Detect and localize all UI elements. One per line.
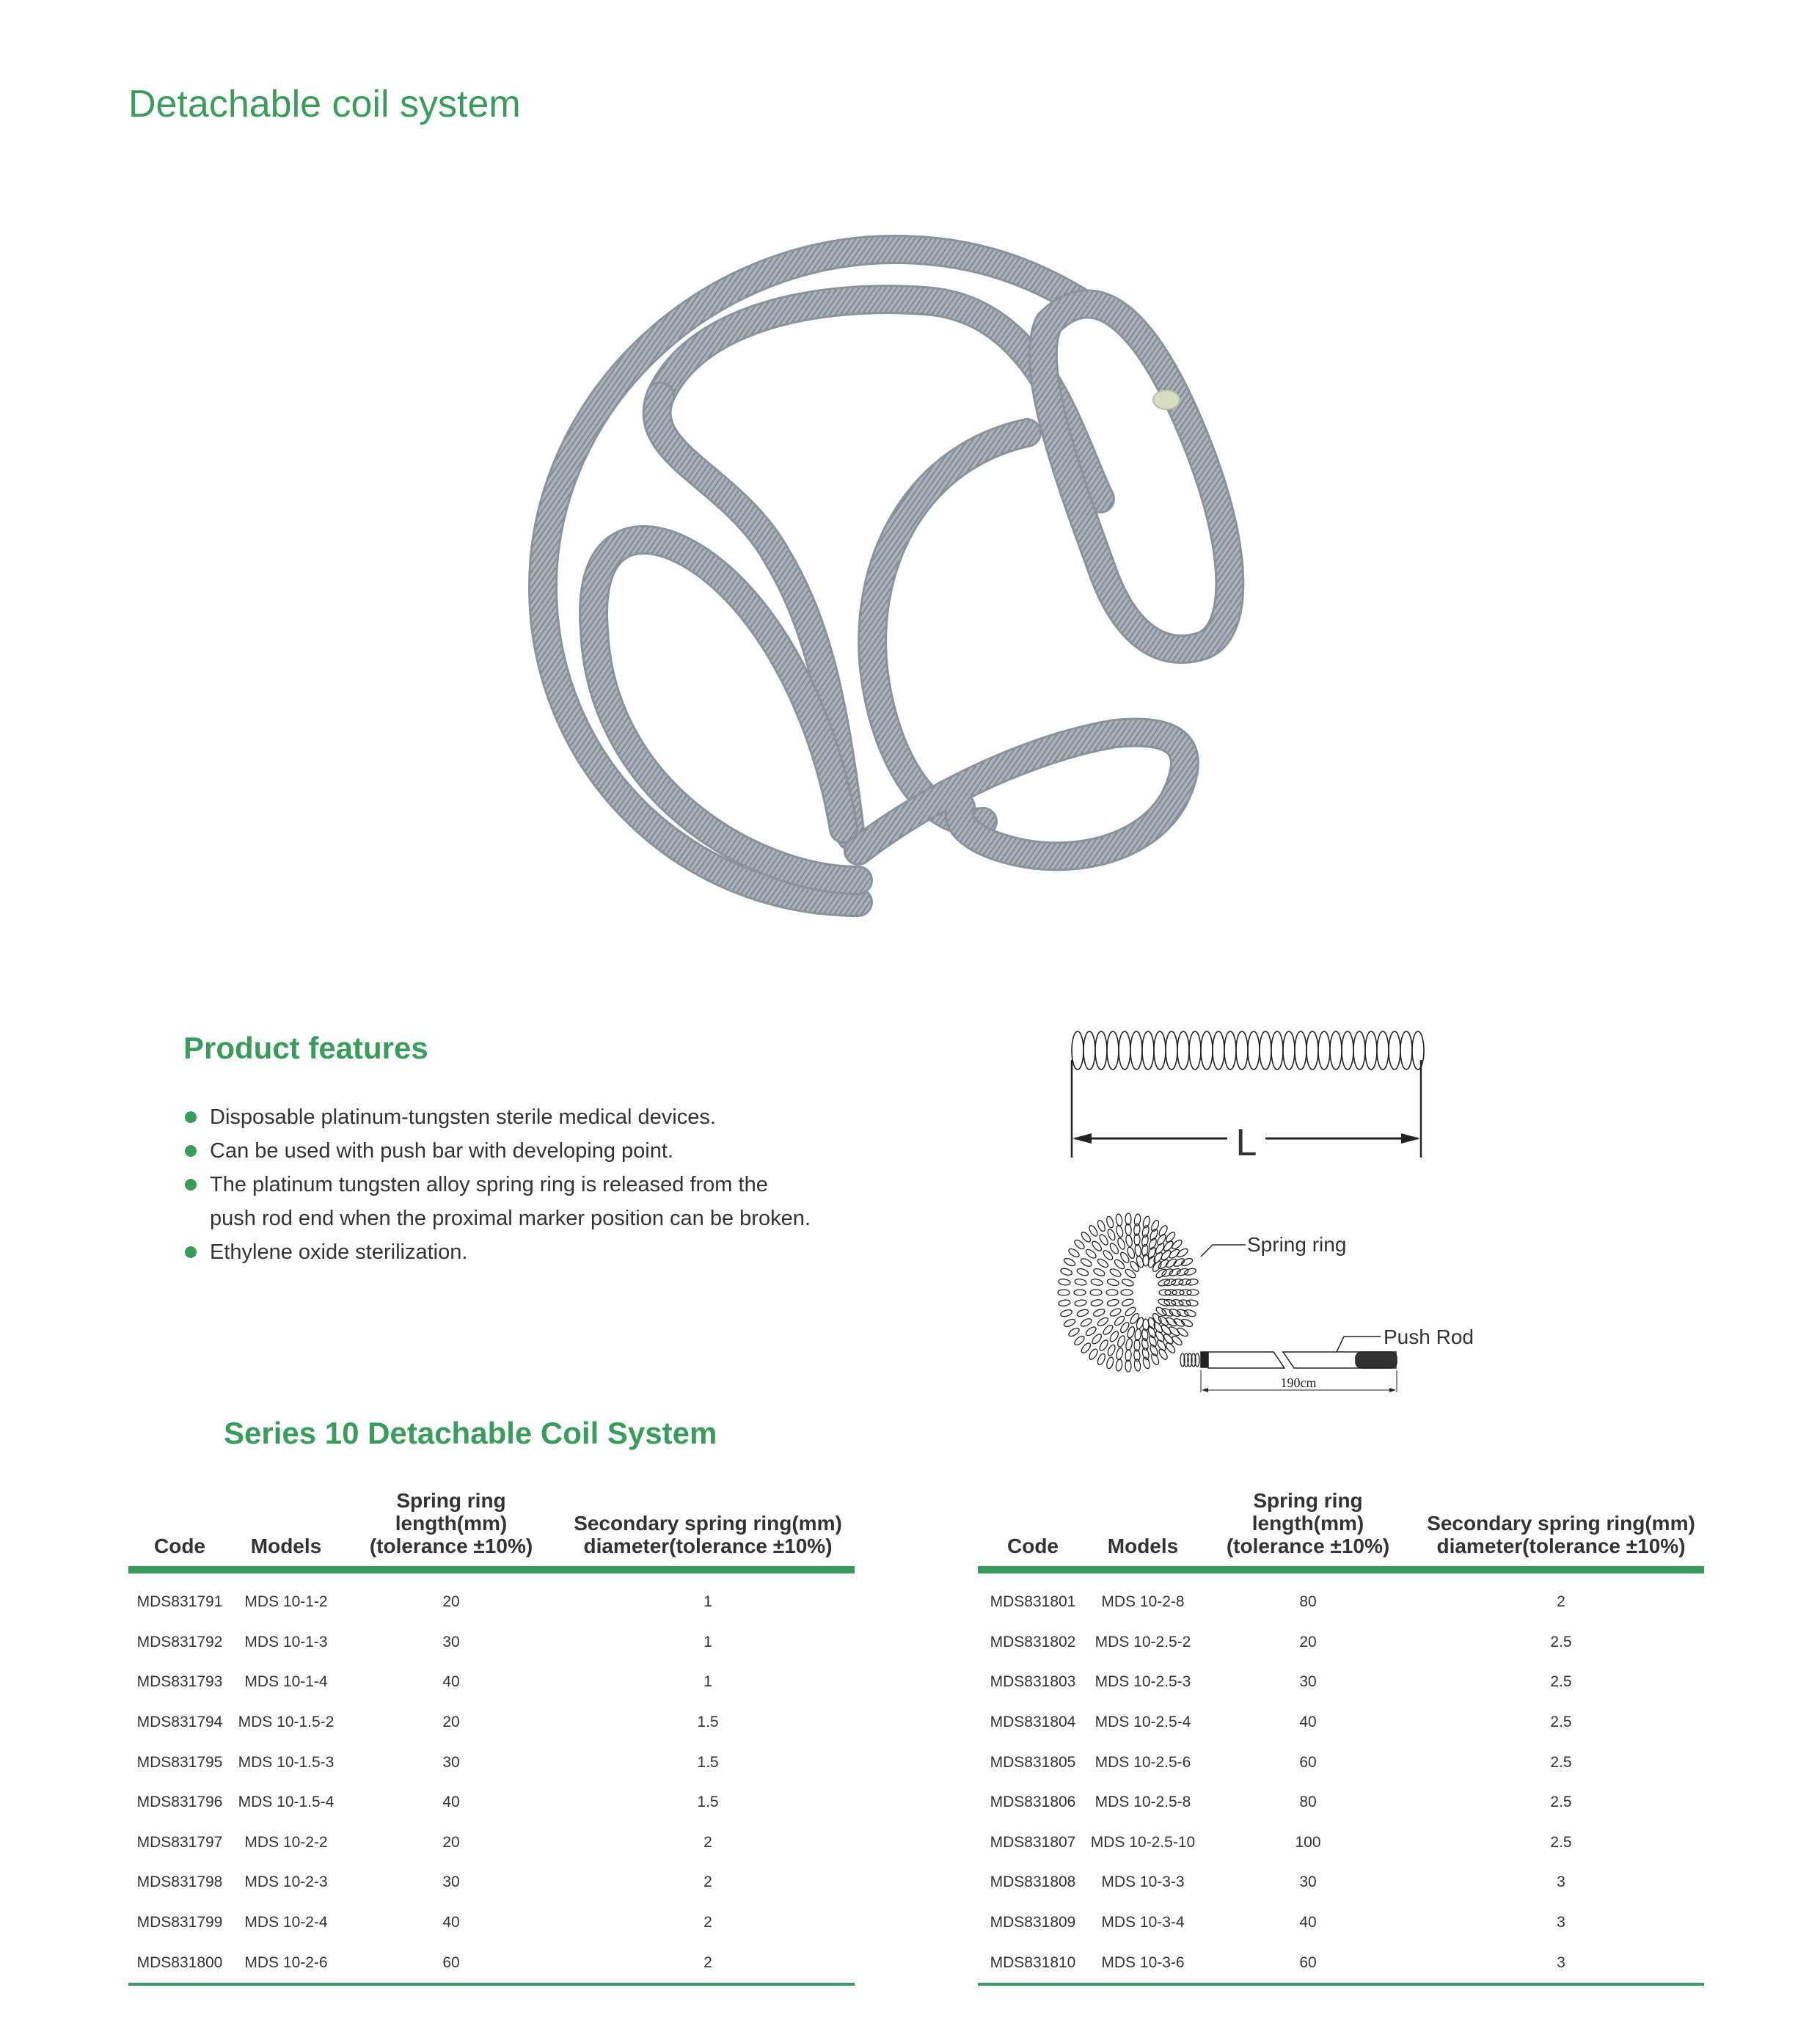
cell-code: MDS831799 xyxy=(136,1914,223,1931)
table-row xyxy=(128,1662,855,1703)
cell-length: 30 xyxy=(442,1633,460,1650)
cell-model: MDS 10-2-2 xyxy=(244,1833,328,1851)
spring-ring-loop xyxy=(1109,1268,1122,1279)
feature-item xyxy=(183,1168,844,1202)
spring-ring-loop xyxy=(1124,1268,1137,1279)
spring-ring-loop xyxy=(1155,1306,1168,1317)
spring-ring-loop xyxy=(1092,1308,1105,1318)
bullet-dot-icon xyxy=(185,1179,197,1191)
cell-diameter: 3 xyxy=(1557,1873,1565,1891)
spring-ring-loop xyxy=(1060,1309,1073,1317)
arrowhead-right-icon xyxy=(1389,1388,1396,1392)
cell-diameter: 3 xyxy=(1557,1914,1565,1931)
cell-diameter: 1 xyxy=(703,1593,712,1611)
cell-length: 40 xyxy=(1299,1714,1317,1731)
cell-diameter: 1.5 xyxy=(697,1794,719,1811)
spring-ring-loop xyxy=(1067,1326,1081,1337)
cell-length: 80 xyxy=(1299,1794,1317,1811)
cell-model: MDS 10-3-3 xyxy=(1101,1873,1185,1891)
col-header-diameter xyxy=(1418,1489,1704,1570)
col-header-diameter-line2: diameter(tolerance ±10%) xyxy=(1436,1535,1686,1557)
cell-code: MDS831794 xyxy=(136,1714,223,1731)
spring-ring-loop xyxy=(1121,1298,1134,1307)
spring-loop xyxy=(1166,1031,1177,1070)
table-row xyxy=(978,1823,1704,1863)
spring-loop xyxy=(1353,1031,1365,1070)
cell-diameter: 2 xyxy=(703,1833,712,1851)
spring-ring-loop xyxy=(1058,1279,1070,1286)
spring-ring-loop xyxy=(1090,1290,1102,1295)
spring-loop xyxy=(1213,1031,1224,1070)
cell-code: MDS831809 xyxy=(990,1914,1076,1931)
spring-pushrod-diagram xyxy=(1056,1203,1687,1394)
spring-ring-loop xyxy=(1113,1315,1125,1327)
spring-ring-loop xyxy=(1074,1299,1086,1307)
spring-ring-loop xyxy=(1143,1254,1149,1266)
spring-ring-loop xyxy=(1073,1238,1086,1251)
cell-diameter: 2 xyxy=(703,1873,712,1891)
spring-ring-loop xyxy=(1080,1317,1093,1328)
spring-ring-loop xyxy=(1149,1228,1159,1241)
push-rod xyxy=(1201,1352,1397,1368)
spring-loop xyxy=(1271,1031,1283,1070)
cell-length: 40 xyxy=(442,1673,460,1691)
cell-model: MDS 10-2.5-2 xyxy=(1094,1633,1191,1650)
spring-ring-loop xyxy=(1080,1231,1092,1243)
table-row xyxy=(978,1703,1704,1743)
spring-ring-loop xyxy=(1060,1268,1073,1276)
spring-loop xyxy=(1342,1031,1353,1070)
table-bottom-rule xyxy=(128,1983,855,1986)
cell-length: 20 xyxy=(1299,1633,1317,1650)
spring-ring-loop xyxy=(1063,1257,1076,1268)
spring-ring-loop xyxy=(1097,1257,1110,1269)
table-bottom-rule xyxy=(978,1983,1704,1986)
feature-text: The platinum tungsten alloy spring ring is released from the xyxy=(210,1173,768,1196)
cell-code: MDS831802 xyxy=(990,1633,1076,1650)
push-rod-leader-line xyxy=(1337,1337,1381,1352)
col-header-length xyxy=(341,1489,561,1570)
col-header-length-line2: (tolerance ±10%) xyxy=(369,1535,533,1557)
cell-code: MDS831801 xyxy=(990,1593,1076,1611)
bullet-dot-icon xyxy=(185,1246,197,1258)
cell-diameter: 2.5 xyxy=(1550,1833,1572,1851)
cell-length: 100 xyxy=(1295,1833,1321,1851)
spring-ring-loop xyxy=(1097,1316,1110,1328)
spring-loop xyxy=(1236,1031,1248,1070)
cell-model: MDS 10-1.5-4 xyxy=(238,1794,335,1811)
cell-diameter: 1.5 xyxy=(697,1753,719,1771)
spring-ring-loop xyxy=(1168,1326,1181,1337)
col-header-diameter-line2: diameter(tolerance ±10%) xyxy=(583,1535,833,1557)
spring-loop xyxy=(1189,1031,1201,1070)
table-row xyxy=(128,1942,855,1983)
feature-item xyxy=(183,1134,844,1168)
spring-ring-loop xyxy=(1058,1290,1070,1295)
spring-ring-loop xyxy=(1106,1278,1119,1287)
cell-diameter: 2.5 xyxy=(1550,1753,1572,1771)
col-header-diameter xyxy=(561,1489,855,1570)
table-row xyxy=(978,1903,1704,1943)
cell-model: MDS 10-1-3 xyxy=(244,1633,328,1650)
spring-ring-loop xyxy=(1150,1353,1161,1366)
cell-diameter: 2 xyxy=(1557,1593,1565,1611)
spring-ring-coil xyxy=(1058,1213,1199,1372)
cell-code: MDS831807 xyxy=(990,1833,1076,1851)
feature-item xyxy=(183,1100,844,1134)
spring-loop xyxy=(1095,1031,1107,1070)
col-header-length-line2: (tolerance ±10%) xyxy=(1226,1535,1390,1557)
spring-ring-loop xyxy=(1080,1257,1093,1268)
spring-ring-loop xyxy=(1090,1299,1103,1307)
spring-loop xyxy=(1295,1031,1306,1070)
cell-code: MDS831795 xyxy=(136,1753,223,1771)
cell-diameter: 1 xyxy=(703,1633,712,1650)
cell-length: 40 xyxy=(442,1914,460,1931)
cell-model: MDS 10-1-2 xyxy=(244,1593,328,1611)
spring-loop xyxy=(1318,1031,1330,1070)
cell-length: 30 xyxy=(1299,1673,1317,1691)
spring-ring-leader-line xyxy=(1201,1245,1246,1257)
cell-length: 30 xyxy=(442,1753,460,1771)
spring-ring-loop xyxy=(1073,1334,1086,1347)
spring-loop xyxy=(1072,1031,1083,1070)
arrowhead-left-icon xyxy=(1072,1133,1092,1144)
col-header-code: Code xyxy=(128,1489,231,1570)
spring-ring-loop xyxy=(1125,1338,1133,1350)
spring-ring-loop xyxy=(1150,1219,1161,1232)
spring-ring-loop xyxy=(1142,1356,1151,1370)
push-rod-label: Push Rod xyxy=(1384,1326,1474,1348)
spec-table-left xyxy=(128,1489,855,1986)
cell-code: MDS831791 xyxy=(136,1593,223,1611)
rod-length-label: 190cm xyxy=(1280,1375,1317,1390)
spring-loop xyxy=(1412,1031,1424,1070)
spring-loop xyxy=(1130,1031,1142,1070)
spring-ring-loop xyxy=(1090,1279,1103,1287)
cell-model: MDS 10-1.5-2 xyxy=(238,1714,335,1731)
coil-length-diagram xyxy=(1056,1005,1636,1166)
cell-model: MDS 10-3-6 xyxy=(1101,1953,1185,1971)
marker-bead-icon xyxy=(1153,390,1180,409)
cell-diameter: 2 xyxy=(703,1953,712,1971)
cell-diameter: 3 xyxy=(1557,1953,1565,1971)
table-row xyxy=(978,1862,1704,1903)
spring-ring-loop xyxy=(1084,1248,1097,1260)
spring-loop xyxy=(1365,1031,1377,1070)
spring-loop xyxy=(1154,1031,1166,1070)
cell-length: 40 xyxy=(442,1794,460,1811)
spring-ring-loop xyxy=(1115,1359,1122,1372)
cell-model: MDS 10-2-8 xyxy=(1101,1593,1185,1611)
spring-ring-loop xyxy=(1076,1309,1089,1318)
spring-ring-loop xyxy=(1168,1248,1181,1260)
spring-ring-loop xyxy=(1096,1353,1106,1366)
col-header-models: Models xyxy=(1088,1489,1198,1570)
col-header-models: Models xyxy=(231,1489,341,1570)
cell-code: MDS831798 xyxy=(136,1873,223,1891)
cell-model: MDS 10-2.5-6 xyxy=(1094,1753,1191,1771)
table-row xyxy=(128,1783,855,1823)
spring-ring-loop xyxy=(1155,1268,1168,1279)
spring-ring-label: Spring ring xyxy=(1247,1233,1347,1256)
spring-ring-loop xyxy=(1134,1328,1141,1341)
col-header-length xyxy=(1198,1489,1418,1570)
cell-length: 40 xyxy=(1299,1914,1317,1931)
spring-ring-loop xyxy=(1134,1244,1141,1257)
spring-loop xyxy=(1119,1031,1130,1070)
cell-length: 30 xyxy=(1299,1873,1317,1891)
spring-ring-loop xyxy=(1125,1235,1133,1247)
col-header-diameter-line1: Secondary spring ring(mm) xyxy=(574,1512,842,1535)
spring-ring-loop xyxy=(1092,1268,1105,1278)
spring-ring-loop xyxy=(1088,1224,1099,1237)
spring-loop xyxy=(1283,1031,1295,1070)
spring-ring-loop xyxy=(1115,1225,1124,1237)
spring-loop xyxy=(1260,1031,1271,1070)
spring-loop xyxy=(1083,1031,1095,1070)
cell-diameter: 1 xyxy=(703,1673,712,1691)
cell-diameter: 2.5 xyxy=(1550,1673,1572,1691)
cell-code: MDS831806 xyxy=(990,1794,1076,1811)
cell-model: MDS 10-2-4 xyxy=(244,1914,328,1931)
spring-ring-loop xyxy=(1121,1278,1134,1287)
table-row xyxy=(978,1783,1704,1823)
spring-ring-loop xyxy=(1074,1279,1086,1287)
cell-model: MDS 10-2.5-8 xyxy=(1094,1794,1191,1811)
coil-3d-render-icon xyxy=(514,220,1247,954)
cell-code: MDS831810 xyxy=(990,1953,1076,1971)
feature-text: Can be used with push bar with developing point. xyxy=(210,1139,673,1163)
spring-ring-loop xyxy=(1143,1319,1149,1331)
table-row xyxy=(978,1742,1704,1783)
spring-ring-loop xyxy=(1105,1356,1114,1370)
features-list xyxy=(183,1100,844,1269)
cell-model: MDS 10-1.5-3 xyxy=(238,1753,335,1771)
table-row xyxy=(128,1570,855,1623)
features-title: Product features xyxy=(183,1031,428,1065)
feature-text: push rod end when the proximal marker position can be broken. xyxy=(210,1207,811,1230)
spring-ring-loop xyxy=(1105,1215,1114,1229)
spring-ring-loop xyxy=(1125,1213,1131,1225)
feature-item xyxy=(183,1235,844,1269)
cell-diameter: 1.5 xyxy=(697,1714,719,1731)
spring-ring-loop xyxy=(1088,1348,1099,1361)
coil-loop xyxy=(543,249,1078,902)
feature-text: Ethylene oxide sterilization. xyxy=(210,1240,468,1264)
bullet-dot-icon xyxy=(185,1145,197,1157)
arrowhead-left-icon xyxy=(1202,1388,1208,1392)
spec-table-right xyxy=(978,1489,1704,1986)
spring-ring-loop xyxy=(1106,1298,1119,1307)
cell-length: 80 xyxy=(1299,1593,1317,1611)
feature-item-continuation xyxy=(183,1202,844,1235)
cell-code: MDS831804 xyxy=(990,1714,1076,1731)
cell-length: 20 xyxy=(442,1593,460,1611)
table-row xyxy=(978,1662,1704,1703)
spring-ring-loop xyxy=(1124,1306,1137,1317)
cell-model: MDS 10-1-4 xyxy=(244,1673,328,1691)
series-title: Series 10 Detachable Coil System xyxy=(224,1416,717,1450)
spring-ring-loop xyxy=(1165,1316,1178,1328)
cell-model: MDS 10-2-3 xyxy=(244,1873,328,1891)
spring-loop xyxy=(1330,1031,1342,1070)
cell-length: 30 xyxy=(442,1873,460,1891)
col-header-length-line1: Spring ring length(mm) xyxy=(395,1489,508,1535)
spring-loop xyxy=(1400,1031,1412,1070)
spring-ring-loop xyxy=(1113,1258,1125,1271)
spring-ring-loop xyxy=(1141,1235,1149,1247)
spring-ring-loop xyxy=(1176,1326,1189,1337)
spring-ring-loop xyxy=(1106,1228,1117,1241)
spring-loop xyxy=(1177,1031,1189,1070)
col-header-code: Code xyxy=(978,1489,1088,1570)
spring-ring-loop xyxy=(1141,1348,1150,1360)
spring-ring-loop xyxy=(1063,1318,1076,1328)
spring-ring-loop xyxy=(1115,1214,1122,1226)
bullet-dot-icon xyxy=(185,1111,197,1123)
spring-ring-loop xyxy=(1084,1326,1097,1337)
col-header-diameter-line1: Secondary spring ring(mm) xyxy=(1427,1512,1695,1535)
spring-ring-loop xyxy=(1141,1338,1149,1350)
page-title: Detachable coil system xyxy=(128,83,521,125)
spring-loop xyxy=(1377,1031,1389,1070)
cell-diameter: 2.5 xyxy=(1550,1714,1572,1731)
cell-length: 60 xyxy=(1299,1753,1317,1771)
spring-ring-loop xyxy=(1158,1348,1169,1361)
spring-ring-loop xyxy=(1125,1360,1131,1372)
cell-code: MDS831805 xyxy=(990,1753,1076,1771)
cell-model: MDS 10-3-4 xyxy=(1101,1914,1185,1931)
spring-ring-loop xyxy=(1096,1219,1106,1232)
cell-model: MDS 10-2-6 xyxy=(244,1953,328,1971)
cell-code: MDS831796 xyxy=(136,1794,223,1811)
table-row xyxy=(128,1742,855,1783)
spring-ring-loop xyxy=(1158,1224,1169,1237)
cell-model: MDS 10-2.5-10 xyxy=(1090,1833,1196,1851)
cell-length: 60 xyxy=(1299,1953,1317,1971)
spring-ring-loop xyxy=(1176,1247,1189,1258)
cell-model: MDS 10-2.5-4 xyxy=(1094,1714,1191,1731)
spring-ring-loop xyxy=(1074,1290,1086,1295)
cell-length: 60 xyxy=(442,1953,460,1971)
spring-ring-loop xyxy=(1121,1290,1133,1295)
table-header-row xyxy=(978,1489,1704,1570)
table-header-row xyxy=(128,1489,855,1570)
spring-loop xyxy=(1389,1031,1400,1070)
spring-ring-loop xyxy=(1115,1348,1124,1360)
spring-ring-loop xyxy=(1149,1344,1159,1357)
spring-ring-loop xyxy=(1109,1307,1122,1318)
cell-code: MDS831800 xyxy=(136,1953,223,1971)
cell-code: MDS831803 xyxy=(990,1673,1076,1691)
table-row xyxy=(978,1570,1704,1623)
spring-loop xyxy=(1224,1031,1236,1070)
spring-ring-loop xyxy=(1076,1268,1089,1277)
table-row xyxy=(128,1703,855,1743)
cell-diameter: 2 xyxy=(703,1914,712,1931)
spring-ring-loop xyxy=(1106,1290,1118,1295)
length-label: L xyxy=(1235,1122,1257,1164)
col-header-length-line1: Spring ring length(mm) xyxy=(1251,1489,1364,1535)
cell-diameter: 2.5 xyxy=(1550,1794,1572,1811)
spring-loop xyxy=(1107,1031,1119,1070)
cell-code: MDS831797 xyxy=(136,1833,223,1851)
spring-ring-loop xyxy=(1080,1342,1092,1354)
spring-loop xyxy=(1142,1031,1154,1070)
arrowhead-right-icon xyxy=(1401,1133,1420,1144)
table-row xyxy=(978,1623,1704,1663)
cell-code: MDS831792 xyxy=(136,1633,223,1650)
table-row xyxy=(128,1862,855,1903)
cell-diameter: 2.5 xyxy=(1550,1633,1572,1650)
spring-ring-loop xyxy=(1106,1344,1117,1357)
cell-model: MDS 10-2.5-3 xyxy=(1094,1673,1191,1691)
spring-loop xyxy=(1306,1031,1318,1070)
spring-loop xyxy=(1201,1031,1213,1070)
cell-code: MDS831808 xyxy=(990,1873,1076,1891)
spring-ring-loop xyxy=(1058,1299,1070,1306)
table-row xyxy=(128,1903,855,1943)
cell-length: 20 xyxy=(442,1833,460,1851)
table-row xyxy=(978,1942,1704,1983)
spring-loop xyxy=(1248,1031,1260,1070)
cell-code: MDS831793 xyxy=(136,1673,223,1691)
spring-ring-loop xyxy=(1141,1225,1150,1237)
spring-ring-loop xyxy=(1165,1257,1178,1269)
cell-length: 20 xyxy=(442,1714,460,1731)
spring-ring-loop xyxy=(1142,1215,1151,1229)
feature-text: Disposable platinum-tungsten sterile medical devices. xyxy=(210,1105,716,1129)
table-row xyxy=(128,1823,855,1863)
spring-loops xyxy=(1072,1031,1424,1070)
table-row xyxy=(128,1623,855,1663)
spring-ring-loop xyxy=(1067,1247,1081,1258)
